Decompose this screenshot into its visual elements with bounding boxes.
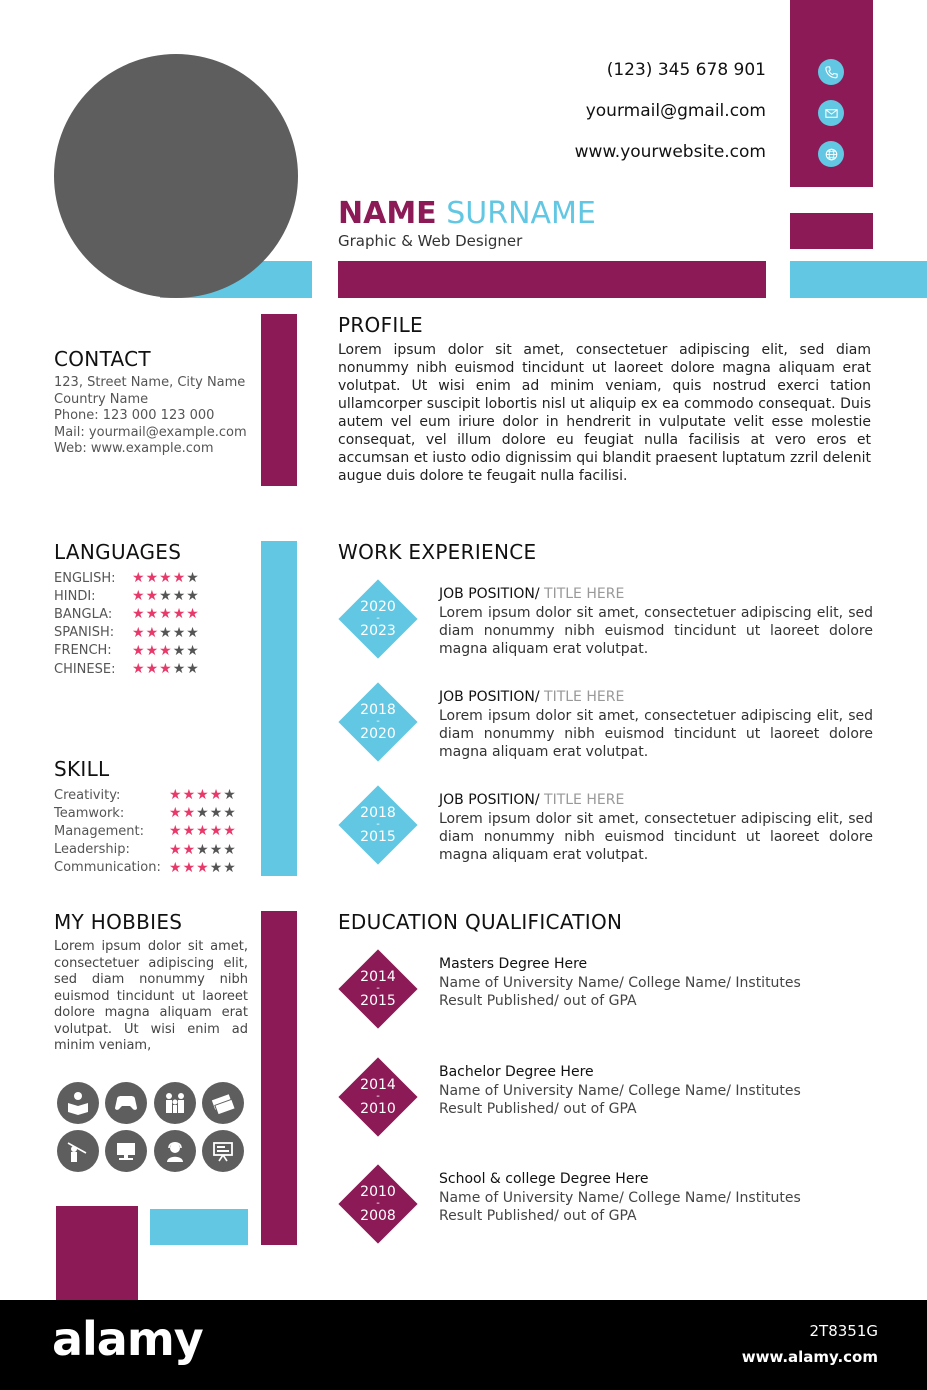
star-icon: ★ xyxy=(209,823,224,840)
tickets-icon xyxy=(202,1082,244,1124)
star-icon: ★ xyxy=(172,624,187,641)
star-icon: ★ xyxy=(132,588,146,605)
footer-brand: alamy xyxy=(52,1312,203,1366)
skill-label: Leadership: xyxy=(54,842,130,858)
result-line: Result Published/ out of GPA xyxy=(439,1208,637,1224)
star-icon: ★ xyxy=(145,588,160,605)
star-icon: ★ xyxy=(186,588,200,605)
degree-title: School & college Degree Here xyxy=(439,1171,649,1187)
date-to: 2023 xyxy=(360,623,396,639)
star-icon: ★ xyxy=(209,805,224,822)
work-date-diamond xyxy=(339,580,417,658)
skill-row xyxy=(54,804,264,822)
date-range xyxy=(339,683,417,761)
phone-text: (123) 345 678 901 xyxy=(606,60,766,80)
star-icon: ★ xyxy=(186,570,200,587)
music-icon xyxy=(154,1130,196,1172)
degree-title: Masters Degree Here xyxy=(439,956,588,972)
language-rating xyxy=(132,661,200,677)
skill-label: Management: xyxy=(54,823,145,839)
language-row xyxy=(54,569,254,587)
date-range xyxy=(339,580,417,658)
contact-heading: CONTACT xyxy=(54,347,151,371)
contact-phone: Phone: 123 000 123 000 xyxy=(54,408,215,423)
job-title xyxy=(439,689,624,705)
star-icon: ★ xyxy=(186,661,200,678)
education-date-diamond xyxy=(339,950,417,1028)
date-from: 2020 xyxy=(360,599,396,615)
skill-row xyxy=(54,786,264,804)
result-line: Result Published/ out of GPA xyxy=(439,993,637,1009)
language-rating xyxy=(132,588,200,604)
skill-label: Communication: xyxy=(54,860,161,876)
date-range xyxy=(339,1058,417,1136)
first-name: NAME xyxy=(338,196,437,231)
star-icon: ★ xyxy=(182,823,197,840)
star-icon: ★ xyxy=(159,588,173,605)
star-icon: ★ xyxy=(182,859,197,876)
star-icon: ★ xyxy=(159,624,173,641)
teaching-icon xyxy=(57,1130,99,1172)
star-icon: ★ xyxy=(223,859,237,876)
language-label: HINDI: xyxy=(54,588,96,604)
right-small-plum-block xyxy=(790,213,873,249)
computer-icon xyxy=(105,1130,147,1172)
star-icon: ★ xyxy=(132,661,146,678)
bottom-sky-bar xyxy=(150,1209,248,1245)
presentation-icon xyxy=(202,1130,244,1172)
gaming-icon xyxy=(105,1082,147,1124)
skill-row xyxy=(54,859,264,877)
date-range xyxy=(339,1165,417,1243)
star-icon: ★ xyxy=(132,624,146,641)
job-title xyxy=(439,586,624,602)
star-icon: ★ xyxy=(172,606,187,623)
education-date-diamond xyxy=(339,1058,417,1136)
date-sep: - xyxy=(376,716,380,727)
star-icon: ★ xyxy=(223,787,237,804)
profile-text: Lorem ipsum dolor sit amet, consectetuer adipiscing elit, sed diam nonummy nibh euismod tincidunt ut laoreet dolore magna aliquam erat volutpat. Ut wisi enim ad minim veniam, quis nostrud exerci tation ullamcorper suscipit lobortis nisl ut aliquip ex ea commodo consequat. Duis autem vel eum iriure dolor in hendrerit in vulputate velit esse molestie consequat, vel illum dolore eu feugiat nulla facilisis at vero eros et accumsan et iusto odio dignissim qui blandit praesent luptatum zzril delenit augue duis dolore te feugait nulla facilisi. xyxy=(338,342,871,484)
job-title-here: TITLE HERE xyxy=(539,586,625,602)
star-icon: ★ xyxy=(196,787,210,804)
date-to: 2008 xyxy=(360,1208,396,1224)
education-heading: EDUCATION QUALIFICATION xyxy=(338,910,623,934)
skill-rating xyxy=(169,823,237,839)
date-from: 2014 xyxy=(360,1076,396,1093)
contact-mail: Mail: yourmail@example.com xyxy=(54,424,247,440)
date-sep: - xyxy=(376,1090,380,1102)
education-date-diamond xyxy=(339,1165,417,1243)
language-row xyxy=(54,605,254,623)
skill-label: Creativity: xyxy=(54,787,121,803)
family-icon xyxy=(154,1082,196,1124)
result-line: Result Published/ out of GPA xyxy=(439,1100,637,1117)
skill-rating xyxy=(169,842,237,858)
star-icon: ★ xyxy=(172,642,187,659)
star-icon: ★ xyxy=(196,823,210,840)
job-title-here: TITLE HERE xyxy=(539,792,625,808)
star-icon: ★ xyxy=(159,606,173,623)
star-icon: ★ xyxy=(186,606,200,623)
languages-heading: LANGUAGES xyxy=(54,540,182,564)
star-icon: ★ xyxy=(145,570,160,587)
last-name: SURNAME xyxy=(446,196,596,231)
star-icon: ★ xyxy=(159,661,173,678)
language-rating xyxy=(132,606,200,622)
star-icon: ★ xyxy=(182,805,197,822)
skill-heading: SKILL xyxy=(54,757,110,781)
job-position: JOB POSITION/ xyxy=(439,792,540,808)
star-icon: ★ xyxy=(209,841,224,858)
star-icon: ★ xyxy=(169,841,183,858)
institution-name: Name of University Name/ College Name/ Institutes xyxy=(439,975,801,991)
language-label: SPANISH: xyxy=(54,625,115,641)
star-icon: ★ xyxy=(169,787,183,804)
star-icon: ★ xyxy=(132,570,146,587)
star-icon: ★ xyxy=(145,606,160,623)
star-icon: ★ xyxy=(169,823,183,840)
star-icon: ★ xyxy=(223,823,237,840)
date-to: 2010 xyxy=(360,1100,396,1117)
languages-side-bar xyxy=(261,541,297,876)
name-underline-plum-bar xyxy=(338,261,766,298)
hobbies-heading: MY HOBBIES xyxy=(54,910,183,934)
star-icon: ★ xyxy=(169,859,183,876)
date-from: 2014 xyxy=(360,969,396,985)
star-icon: ★ xyxy=(132,606,146,623)
full-name xyxy=(338,196,596,232)
contact-web: Web: www.example.com xyxy=(54,441,214,456)
date-to: 2015 xyxy=(360,829,396,845)
date-from: 2010 xyxy=(360,1184,396,1200)
job-description: Lorem ipsum dolor sit amet, consectetuer adipiscing elit, sed diam nonummy nibh euismod tincidunt ut laoreet dolore magna aliquam erat volutpat. xyxy=(439,811,873,863)
right-sky-bar xyxy=(790,261,927,298)
date-from: 2018 xyxy=(360,702,396,718)
date-sep: - xyxy=(376,1198,380,1209)
language-row xyxy=(54,660,254,678)
star-icon: ★ xyxy=(172,661,187,678)
contact-side-bar xyxy=(261,314,297,486)
contact-country: Country Name xyxy=(54,391,149,407)
star-icon: ★ xyxy=(145,661,160,678)
star-icon: ★ xyxy=(172,570,187,587)
phone-icon xyxy=(818,59,844,85)
star-icon: ★ xyxy=(172,588,187,605)
skill-label: Teamwork: xyxy=(54,805,125,821)
star-icon: ★ xyxy=(196,859,210,876)
language-rating xyxy=(132,643,200,659)
job-description: Lorem ipsum dolor sit amet, consectetuer adipiscing elit, sed diam nonummy nibh euismod tincidunt ut laoreet dolore magna aliquam erat volutpat. xyxy=(439,708,873,760)
star-icon: ★ xyxy=(186,642,200,659)
skills-list xyxy=(54,786,264,877)
work-heading: WORK EXPERIENCE xyxy=(338,540,537,564)
work-date-diamond xyxy=(339,786,417,864)
reading-icon xyxy=(57,1082,99,1124)
contact-details xyxy=(54,375,264,458)
star-icon: ★ xyxy=(145,642,160,659)
language-label: FRENCH: xyxy=(54,643,112,659)
date-from: 2018 xyxy=(360,805,396,821)
job-position: JOB POSITION/ xyxy=(439,689,540,705)
star-icon: ★ xyxy=(186,624,200,641)
skill-rating xyxy=(169,787,237,803)
skill-rating xyxy=(169,860,237,876)
star-icon: ★ xyxy=(159,642,173,659)
language-label: CHINESE: xyxy=(54,661,116,677)
language-row xyxy=(54,642,254,660)
star-icon: ★ xyxy=(196,841,210,858)
globe-icon xyxy=(818,141,844,167)
date-range xyxy=(339,786,417,864)
language-label: BANGLA: xyxy=(54,606,113,622)
website-text: www.yourwebsite.com xyxy=(574,142,766,162)
job-description: Lorem ipsum dolor sit amet, consectetuer adipiscing elit, sed diam nonummy nibh euismod tincidunt ut laoreet dolore magna aliquam erat volutpat. xyxy=(439,605,873,657)
email-text: yourmail@gmail.com xyxy=(585,101,766,121)
language-row xyxy=(54,587,254,605)
language-row xyxy=(54,624,254,642)
date-sep: - xyxy=(376,983,380,994)
date-to: 2020 xyxy=(360,726,396,742)
date-sep: - xyxy=(376,613,380,624)
profile-heading: PROFILE xyxy=(338,313,423,337)
footer-image-id: 2T8351G xyxy=(809,1322,878,1340)
bottom-left-plum-block xyxy=(56,1206,138,1300)
date-range xyxy=(339,950,417,1028)
contact-address: 123, Street Name, City Name xyxy=(54,375,246,390)
job-title-here: TITLE HERE xyxy=(539,689,625,705)
work-date-diamond xyxy=(339,683,417,761)
language-rating xyxy=(132,570,200,586)
languages-list xyxy=(54,569,254,678)
hobbies-text: Lorem ipsum dolor sit amet, consectetuer adipiscing elit, sed diam nonummy nibh euismod tincidunt ut laoreet dolore magna aliquam erat volutpat. Ut wisi enim ad minim veniam, xyxy=(54,939,248,1053)
star-icon: ★ xyxy=(223,841,237,858)
date-to: 2015 xyxy=(360,993,396,1009)
hobbies-side-bar xyxy=(261,911,297,1245)
language-rating xyxy=(132,625,200,641)
profile-photo xyxy=(54,54,298,298)
star-icon: ★ xyxy=(182,841,197,858)
skill-rating xyxy=(169,805,237,821)
star-icon: ★ xyxy=(145,624,160,641)
star-icon: ★ xyxy=(223,805,237,822)
footer-site: www.alamy.com xyxy=(741,1348,878,1366)
skill-row xyxy=(54,841,264,859)
star-icon: ★ xyxy=(196,805,210,822)
job-title xyxy=(439,792,624,808)
job-position: JOB POSITION/ xyxy=(439,586,540,602)
star-icon: ★ xyxy=(159,570,173,587)
degree-title: Bachelor Degree Here xyxy=(439,1063,594,1080)
star-icon: ★ xyxy=(209,787,224,804)
institution-name: Name of University Name/ College Name/ Institutes xyxy=(439,1190,801,1206)
star-icon: ★ xyxy=(132,642,146,659)
skill-row xyxy=(54,822,264,840)
date-sep: - xyxy=(376,819,380,830)
watermark-footer xyxy=(0,1300,927,1390)
language-label: ENGLISH: xyxy=(54,570,116,586)
star-icon: ★ xyxy=(169,805,183,822)
mail-icon xyxy=(818,100,844,126)
star-icon: ★ xyxy=(182,787,197,804)
institution-name: Name of University Name/ College Name/ Institutes xyxy=(439,1082,801,1099)
role-title: Graphic & Web Designer xyxy=(338,232,523,250)
star-icon: ★ xyxy=(209,859,224,876)
